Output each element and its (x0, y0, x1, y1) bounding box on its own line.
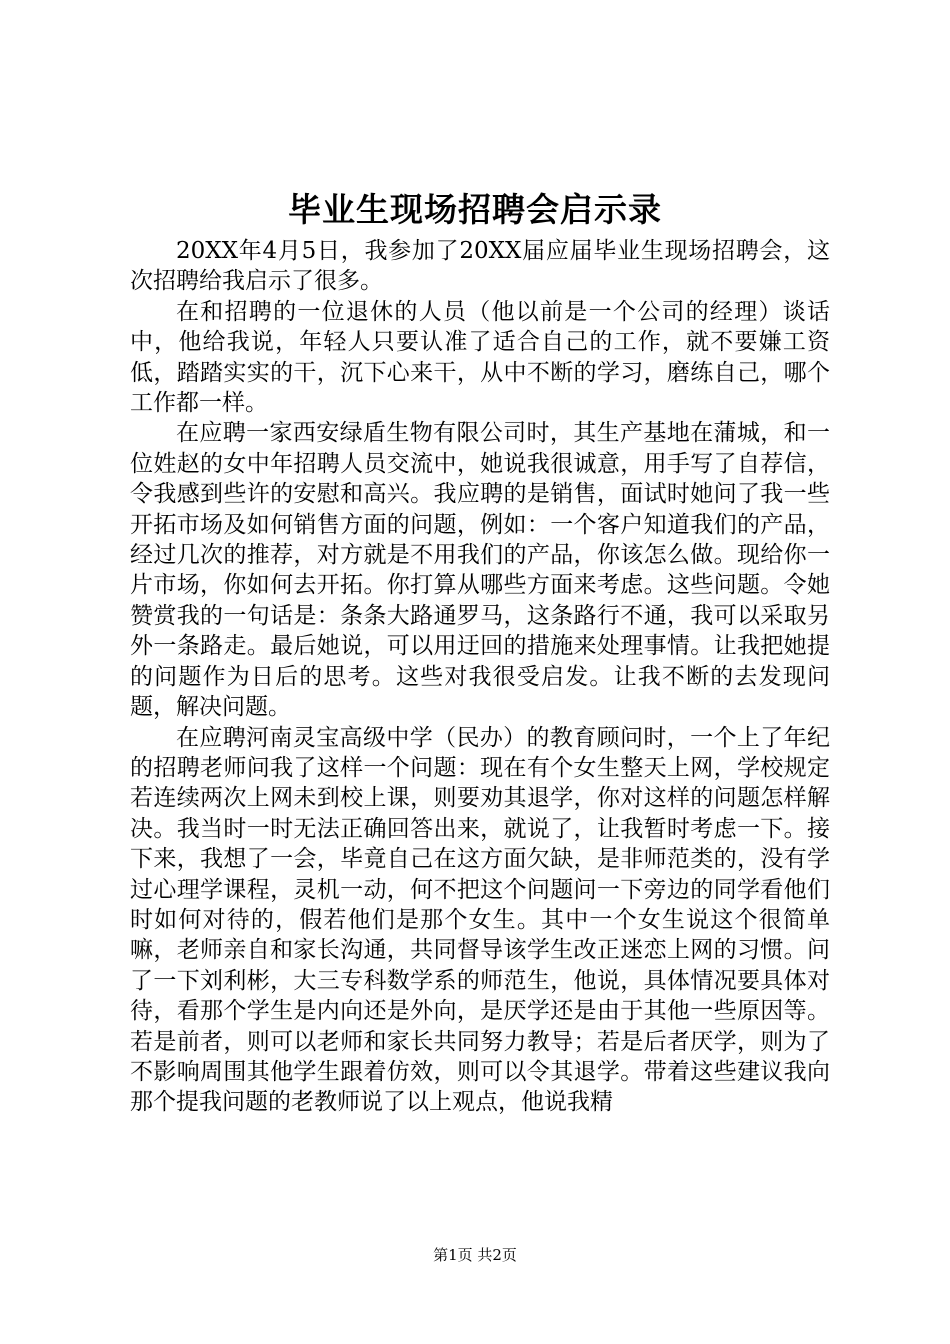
paragraph-4: 在应聘河南灵宝高级中学（民办）的教育顾问时，一个上了年纪的招聘老师问我了这样一个问题：现在有个女生整天上网，学校规定若连续两次上网未到校上课，则要劝其退学，你对这样的问题怎样解决。我当时一时无法正确回答出来，就说了，让我暂时考虑一下。接下来，我想了一会，毕竟自己在这方面欠缺，是非师范类的，没有学过心理学课程，灵机一动，何不把这个问题问一下旁边的同学看他们时如何对待的，假若他们是那个女生。其中一个女生说这个很简单嘛，老师亲自和家长沟通，共同督导该学生改正迷恋上网的习惯。问了一下刘利彬，大三专科数学系的师范生，他说，具体情况要具体对待，看那个学生是内向还是外向，是厌学还是由于其他一些原因等。若是前者，则可以老师和家长共同努力教导；若是后者厌学，则为了不影响周围其他学生跟着仿效，则可以令其退学。带着这些建议我向那个提我问题的老教师说了以上观点，他说我精 (130, 724, 830, 1116)
paragraph-3: 在应聘一家西安绿盾生物有限公司时，其生产基地在蒲城，和一位姓赵的女中年招聘人员交流中，她说我很诚意，用手写了自荐信，令我感到些许的安慰和高兴。我应聘的是销售，面试时她问了我一些开拓市场及如何销售方面的问题，例如：一个客户知道我们的产品，经过几次的推荐，对方就是不用我们的产品，你该怎么做。现给你一片市场，你如何去开拓。你打算从哪些方面来考虑。这些问题。令她赞赏我的一句话是：条条大路通罗马，这条路行不通，我可以采取另外一条路走。最后她说，可以用迂回的措施来处理事情。让我把她提的问题作为日后的思考。这些对我很受启发。让我不断的去发现问题，解决问题。 (130, 420, 830, 721)
document-body (130, 236, 830, 1118)
paragraph-1: 20XX年4月5日，我参加了20XX届应届毕业生现场招聘会，这次招聘给我启示了很多。 (130, 238, 830, 295)
document-title: 毕业生现场招聘会启示录 (288, 190, 662, 229)
paragraph-2: 在和招聘的一位退休的人员（他以前是一个公司的经理）谈话中，他给我说，年轻人只要认准了适合自己的工作，就不要嫌工资低，踏踏实实的干，沉下心来干，从中不断的学习，磨练自己，哪个工作都一样。 (130, 298, 830, 417)
page-number-footer: 第1页 共2页 (433, 1246, 517, 1264)
